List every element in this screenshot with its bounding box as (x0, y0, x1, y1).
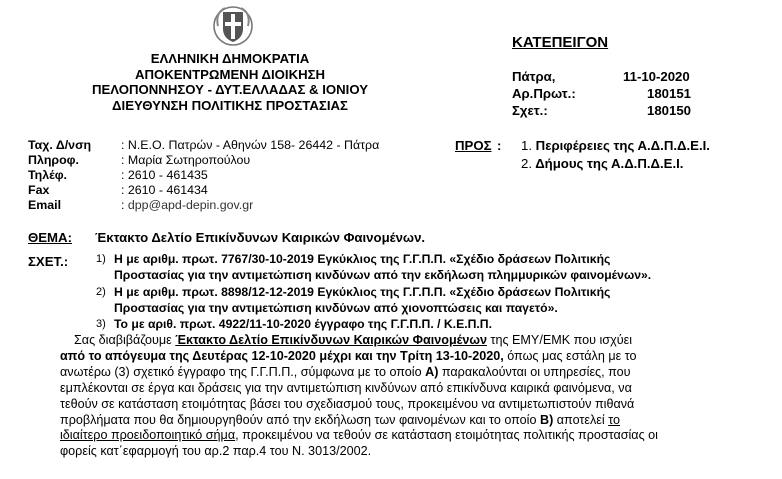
contact-fax-value: : 2610 - 461434 (121, 183, 208, 197)
body-line (60, 365, 750, 381)
reference-number: 2) (96, 286, 106, 298)
body-line: τεθούν σε κατάσταση ετοιμότητας βάσει του σχεδιασμού τους, προκειμένου να αντιμετωπιστούν πιθανά (60, 396, 635, 411)
body-text: της ΕΜΥ/ΕΜΚ που ισχύει (486, 333, 632, 347)
contact-email-colon: : (121, 198, 128, 212)
body-marker: Α) (425, 364, 439, 379)
urgency-label: ΚΑΤΕΠΕΙΓΟΝ (512, 34, 609, 51)
body-paragraph (60, 333, 750, 460)
document-date: 11-10-2020 (623, 69, 690, 84)
recipient-text: Δήμους της Α.Δ.Π.Δ.Ε.Ι. (535, 156, 684, 171)
body-text: αποτελεί (553, 412, 609, 427)
reference-line: Η με αριθμ. πρωτ. 7767/30-10-2019 Εγκύκλιος της Γ.Γ.Π.Π. «Σχέδιο δράσεων Πολιτικής (114, 252, 611, 266)
reference-number: 1) (96, 253, 106, 265)
issuer-block (60, 51, 400, 113)
issuer-line-directorate: ΔΙΕΥΘΥΝΣΗ ΠΟΛΙΤΙΚΗΣ ΠΡΟΣΤΑΣΙΑΣ (112, 97, 348, 113)
body-text: ανωτέρω (3) σχετικό έγγραφο της Γ.Γ.Π.Π., σύμφωνα με το οποίο (60, 364, 426, 379)
coat-of-arms-emblem (211, 3, 255, 47)
body-text: Σας διαβιβάζουμε (74, 333, 176, 347)
recipients-colon: : (497, 138, 502, 153)
body-text: παρακαλούνται οι υπηρεσίες, που (438, 364, 631, 379)
body-line: φορείς κατ΄εφαρμογή του αρ.2 παρ.4 του Ν. 3013/2002. (60, 444, 372, 459)
related-number: 180150 (647, 103, 692, 118)
issuer-line-administration: ΑΠΟΚΕΝΤΡΩΜΕΝΗ ΔΙΟΙΚΗΣΗ (134, 66, 326, 82)
recipients-label: ΠΡΟΣ (455, 138, 492, 153)
contact-email-value (121, 198, 253, 212)
protocol-number: 180151 (647, 86, 692, 101)
contact-info-label: Πληροφ. (28, 153, 79, 167)
reference-line: Η με αριθμ. πρωτ. 8898/12-12-2019 Εγκύκλιος της Γ.Γ.Π.Π. «Σχέδιο δράσεων Πολιτικής (114, 285, 611, 299)
recipient-number: 1. (521, 138, 532, 153)
body-period: από το απόγευμα της Δευτέρας 12-10-2020 μέχρι και την Τρίτη 13-10-2020, (60, 348, 504, 363)
subject-label: ΘΕΜΑ: (28, 230, 72, 245)
reference-line: Προστασίας για την αντιμετώπιση κινδύνων από την εκδήλωση πλημμυρικών φαινομένων». (114, 267, 652, 282)
contact-fax-label: Fax (28, 183, 50, 197)
body-warning-text: ιδιαίτερο προειδοποιητικό σήμα (60, 428, 236, 443)
body-bulletin-title: Έκτακτο Δελτίο Επικίνδυνων Καιρικών Φαινομένων (175, 333, 487, 347)
body-line (60, 428, 750, 444)
contact-address-value: : Ν.Ε.Ο. Πατρών - Αθηνών 158- 26442 - Πάτρα (121, 138, 380, 152)
related-label: Σχετ.: (512, 103, 548, 118)
body-text: όπως μας εστάλη με το (503, 348, 637, 363)
body-warning-text: το (608, 412, 621, 427)
recipient-item (521, 138, 710, 153)
contact-phone-label: Τηλέφ. (28, 168, 68, 182)
place-label: Πάτρα, (512, 69, 556, 84)
body-line (60, 413, 750, 429)
issuer-line-country: ΕΛΛΗΝΙΚΗ ΔΗΜΟΚΡΑΤΙΑ (150, 51, 310, 66)
reference-line: Προστασίας για την αντιμετώπιση κινδύνων από χιονοπτώσεις και παγετό». (114, 300, 558, 315)
contact-email-label: Email (28, 198, 62, 212)
references-label: ΣΧΕΤ.: (28, 254, 69, 269)
subject-text: Έκτακτο Δελτίο Επικίνδυνων Καιρικών Φαινομένων. (95, 230, 426, 245)
recipient-item (521, 156, 683, 171)
reference-number: 3) (96, 318, 106, 330)
contact-info-value: : Μαρία Σωτηροπούλου (121, 153, 251, 167)
reference-line: Το με αριθ. πρωτ. 4922/11-10-2020 έγγραφο της Γ.Γ.Π.Π. / Κ.Ε.Π.Π. (114, 317, 492, 331)
body-line (60, 333, 750, 349)
contact-phone-value: : 2610 - 461435 (121, 168, 208, 182)
issuer-line-region: ΠΕΛΟΠΟΝΝΗΣΟΥ - ΔΥΤ.ΕΛΛΑΔΑΣ & ΙΟΝΙΟΥ (91, 82, 369, 98)
body-line: εμπλέκονται σε έργα και δράσεις για την αντιμετώπιση κινδύνων από επικίνδυνα καιρικά φαινόμενα, να (60, 380, 632, 395)
body-text: , προκειμένου να τεθούν σε κατάσταση ετοιμότητας πολιτικής προστασίας οι (235, 428, 658, 443)
body-text: προβλήματα που θα δημιουργηθούν από την εκδήλωση των φαινομένων και το οποίο (60, 412, 540, 427)
body-line (60, 349, 750, 365)
recipient-number: 2. (521, 156, 532, 171)
email-link[interactable]: dpp@apd-depin.gov.gr (127, 198, 254, 212)
contact-address-label: Ταχ. Δ/νση (28, 138, 92, 152)
protocol-label: Αρ.Πρωτ.: (512, 86, 576, 101)
body-marker: Β) (539, 412, 554, 427)
recipient-text: Περιφέρειες της Α.Δ.Π.Δ.Ε.Ι. (535, 138, 710, 153)
